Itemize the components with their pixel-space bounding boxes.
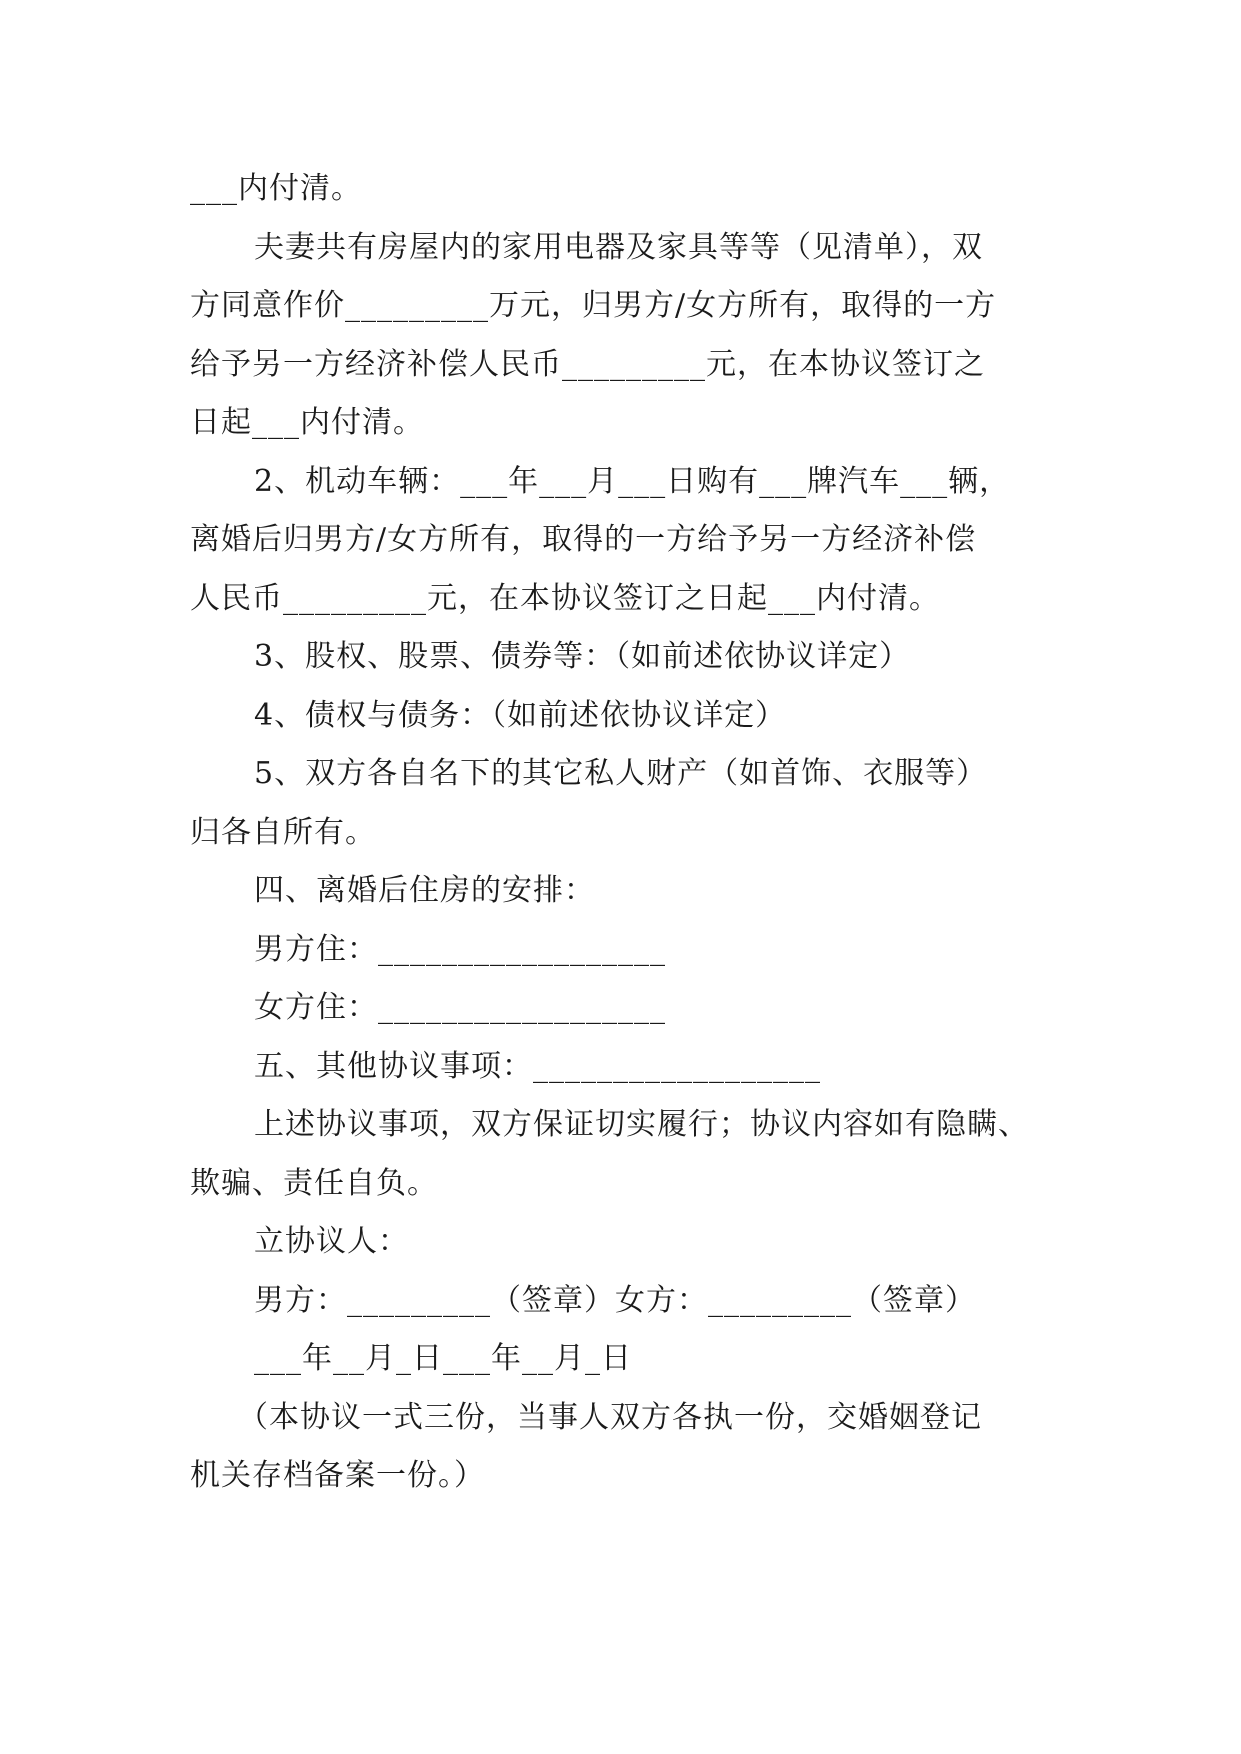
date-line: ___年__月_日___年__月_日 bbox=[254, 1341, 632, 1376]
paragraph-line: 归各自所有。 bbox=[190, 814, 376, 850]
section-heading: 四、离婚后住房的安排： bbox=[254, 873, 595, 908]
paragraph-line: 人民币_________元，在本协议签订之日起___内付清。 bbox=[190, 580, 940, 616]
paragraph-line: 男方住：__________________ bbox=[254, 931, 666, 967]
section-heading: 五、其他协议事项：__________________ bbox=[254, 1048, 821, 1084]
paragraph-line: 给予另一方经济补偿人民币_________元，在本协议签订之 bbox=[190, 346, 985, 382]
paragraph-line: 夫妻共有房屋内的家用电器及家具等等（见清单），双 bbox=[254, 229, 983, 265]
paragraph-line: 欺骗、责任自负。 bbox=[190, 1165, 438, 1201]
paragraph-line: 女方住：__________________ bbox=[254, 990, 666, 1025]
signatory-label: 立协议人： bbox=[254, 1224, 409, 1259]
paragraph-line: 方同意作价_________万元，归男方/女方所有，取得的一方 bbox=[190, 288, 997, 323]
paragraph-line: 上述协议事项，双方保证切实履行；协议内容如有隐瞒、 bbox=[254, 1107, 1029, 1142]
paragraph-line: 4、债权与债务：（如前述依协议详定） bbox=[254, 697, 787, 733]
paragraph-line: 3、股权、股票、债券等：（如前述依协议详定） bbox=[254, 639, 911, 674]
paragraph-line: 2、机动车辆：___年___月___日购有___牌汽车___辆， bbox=[254, 463, 1011, 499]
paragraph-line: 日起___内付清。 bbox=[190, 405, 424, 440]
paragraph-line: 离婚后归男方/女方所有，取得的一方给予另一方经济补偿 bbox=[190, 522, 977, 557]
note-line: （本协议一式三份，当事人双方各执一份，交婚姻登记 bbox=[238, 1399, 982, 1435]
signature-line: 男方：_________（签章）女方：_________（签章） bbox=[254, 1282, 976, 1318]
document-body bbox=[190, 160, 1060, 1506]
note-line: 机关存档备案一份。） bbox=[190, 1458, 485, 1493]
paragraph-line: ___内付清。 bbox=[190, 171, 362, 206]
paragraph-line: 5、双方各自名下的其它私人财产（如首饰、衣服等） bbox=[254, 756, 988, 791]
